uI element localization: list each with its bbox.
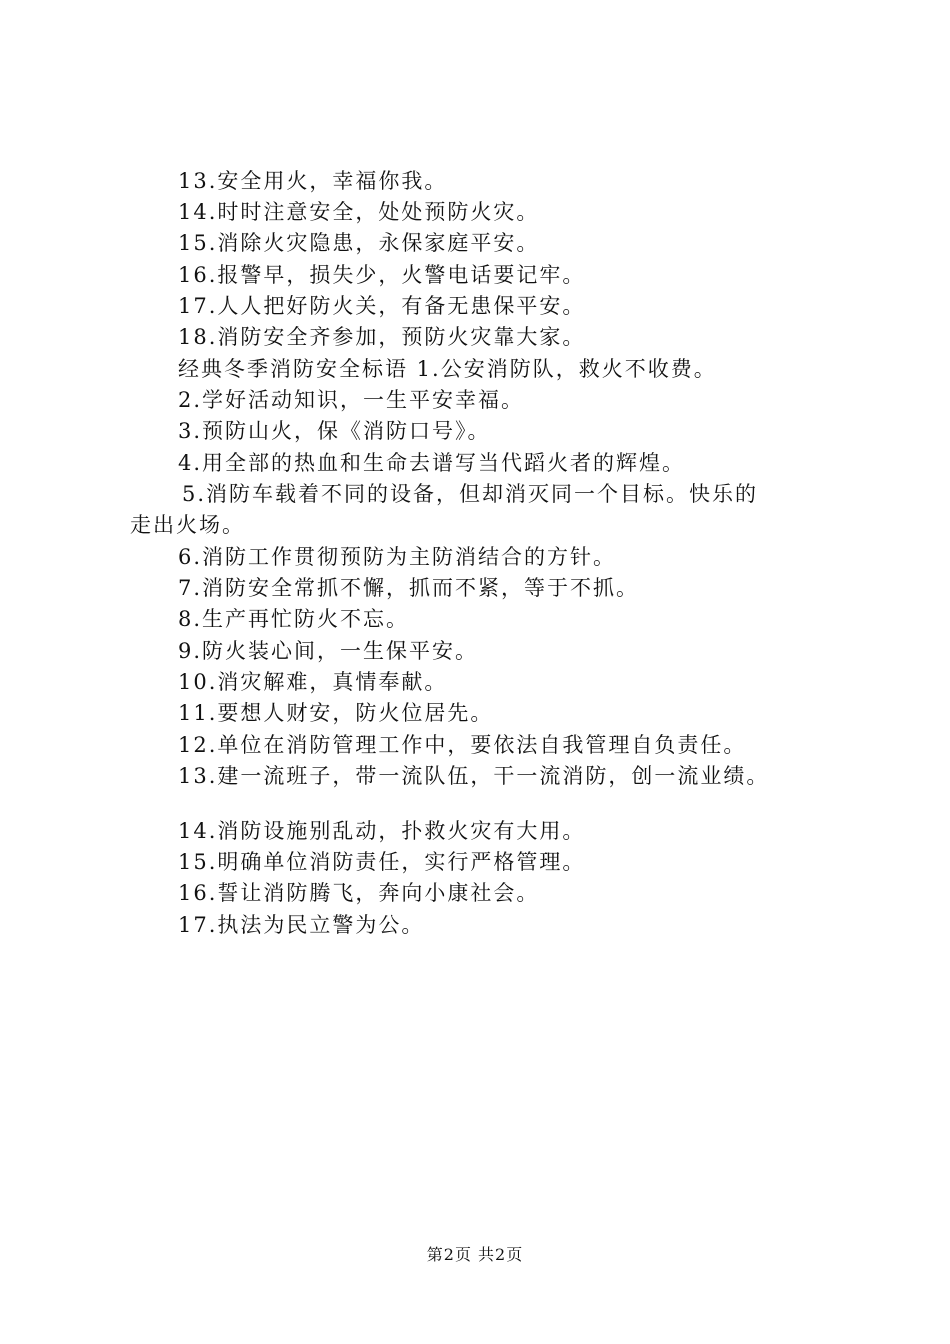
text-line: 6.消防工作贯彻预防为主防消结合的方针。 (178, 545, 617, 569)
text-line: 11.要想人财安，防火位居先。 (178, 701, 494, 725)
text-line: 2.学好活动知识，一生平安幸福。 (178, 388, 525, 412)
text-line: 7.消防安全常抓不懈，抓而不紧，等于不抓。 (178, 576, 640, 600)
text-line: 15.消除火灾隐患，永保家庭平安。 (178, 231, 540, 255)
text-line: 10.消灾解难，真情奉献。 (178, 670, 448, 694)
text-line: 9.防火装心间，一生保平安。 (178, 639, 479, 663)
text-line: 13.建一流班子，带一流队伍，干一流消防，创一流业绩。 (178, 764, 770, 788)
text-line: 15.明确单位消防责任，实行严格管理。 (178, 850, 586, 874)
text-line: 14.时时注意安全，处处预防火灾。 (178, 200, 540, 224)
section-heading-line: 经典冬季消防安全标语 1.公安消防队，救火不收费。 (178, 357, 717, 381)
text-line: 5.消防车载着不同的设备，但却消灭同一个目标。快乐的 (182, 482, 759, 506)
text-line: 13.安全用火，幸福你我。 (178, 169, 448, 193)
text-line: 17.人人把好防火关，有备无患保平安。 (178, 294, 586, 318)
text-line: 17.执法为民立警为公。 (178, 913, 425, 937)
text-line: 14.消防设施别乱动，扑救火灾有大用。 (178, 819, 586, 843)
text-line: 16.报警早，损失少，火警电话要记牢。 (178, 263, 586, 287)
page-footer: 第2页 共2页 (426, 1245, 524, 1264)
text-line-continuation: 走出火场。 (130, 513, 245, 537)
text-line: 8.生产再忙防火不忘。 (178, 607, 410, 631)
text-line: 4.用全部的热血和生命去谱写当代蹈火者的辉煌。 (178, 451, 686, 475)
text-line: 3.预防山火，保《消防口号》。 (178, 419, 491, 443)
text-line: 18.消防安全齐参加，预防火灾靠大家。 (178, 325, 586, 349)
text-line: 12.单位在消防管理工作中，要依法自我管理自负责任。 (178, 733, 747, 757)
text-line: 16.誓让消防腾飞，奔向小康社会。 (178, 881, 540, 905)
